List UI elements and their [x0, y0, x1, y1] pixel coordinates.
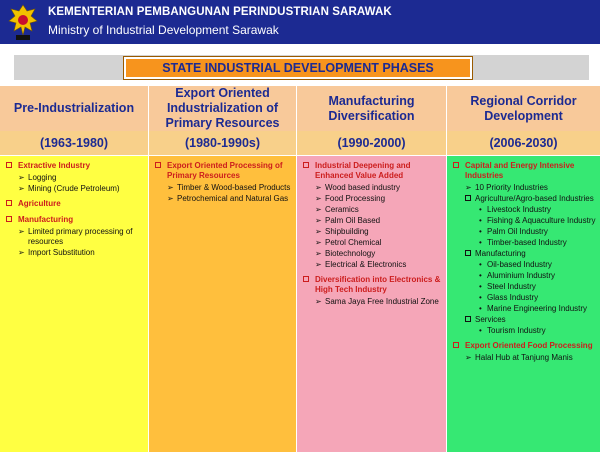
arrow-bullet-icon: ➢ — [465, 183, 472, 192]
square-bullet-icon — [6, 216, 12, 222]
list-item: Manufacturing — [6, 215, 144, 225]
phase-heading: Manufacturing Diversification — [297, 86, 446, 131]
phase-heading: Pre-Industrialization — [0, 86, 148, 131]
phase-body — [149, 156, 296, 452]
dot-bullet-icon: • — [479, 293, 482, 302]
arrow-bullet-icon: ➢ — [167, 183, 174, 192]
arrow-bullet-icon: ➢ — [315, 238, 322, 247]
square-bullet-icon — [6, 162, 12, 168]
group-item: Services — [453, 315, 596, 325]
phase-period: (2006-2030) — [447, 131, 600, 156]
dot-bullet-icon: • — [479, 260, 482, 269]
group-item: Agriculture/Agro-based Industries — [453, 194, 596, 204]
dot-bullet-icon: • — [479, 271, 482, 280]
arrow-bullet-icon: ➢ — [18, 248, 25, 257]
dot-bullet-icon: • — [479, 326, 482, 335]
arrow-bullet-icon: ➢ — [315, 297, 322, 306]
phase-heading: Export Oriented Industrialization of Primary Resources — [149, 86, 296, 131]
sub-item: ➢ Ceramics — [315, 205, 359, 214]
detail-item: • Marine Engineering Industry — [479, 304, 588, 313]
phase-body — [0, 156, 148, 452]
phase-body — [447, 156, 600, 452]
arrow-bullet-icon: ➢ — [18, 184, 25, 193]
phase-period: (1980-1990s) — [149, 131, 296, 156]
arrow-bullet-icon: ➢ — [465, 353, 472, 362]
detail-item: • Steel Industry — [479, 282, 536, 291]
dot-bullet-icon: • — [479, 282, 482, 291]
sub-item: ➢ Halal Hub at Tanjung Manis — [465, 353, 573, 362]
dot-bullet-icon: • — [479, 227, 482, 236]
square-bullet-icon — [155, 162, 161, 168]
square-bullet-icon — [6, 200, 12, 206]
list-item: Export Oriented Processing of Primary Resources — [155, 161, 292, 181]
phase-period: (1963-1980) — [0, 131, 148, 156]
detail-item: • Livestock Industry — [479, 205, 552, 214]
detail-item: • Oil-based Industry — [479, 260, 552, 269]
detail-item: • Palm Oil Industry — [479, 227, 548, 236]
detail-item: • Aluminium Industry — [479, 271, 556, 280]
square-bullet-icon — [465, 316, 471, 322]
sub-item: ➢ Wood based industry — [315, 183, 401, 192]
phase-column-regional-corridor — [447, 86, 600, 452]
arrow-bullet-icon: ➢ — [315, 183, 322, 192]
sub-item: ➢ Shipbuilding — [315, 227, 369, 236]
sub-item: ➢ Timber & Wood-based Products — [167, 183, 291, 192]
dot-bullet-icon: • — [479, 304, 482, 313]
sub-item: ➢ Limited primary processing of resources — [18, 227, 133, 246]
ministry-header — [0, 0, 600, 44]
sub-item: ➢ Sama Jaya Free Industrial Zone — [315, 297, 439, 306]
phase-column-manufacturing-diversification — [297, 86, 447, 452]
phase-body — [297, 156, 446, 452]
dot-bullet-icon: • — [479, 216, 482, 225]
arrow-bullet-icon: ➢ — [315, 216, 322, 225]
sub-item: ➢ Food Processing — [315, 194, 386, 203]
arrow-bullet-icon: ➢ — [18, 227, 25, 236]
arrow-bullet-icon: ➢ — [167, 194, 174, 203]
dot-bullet-icon: • — [479, 205, 482, 214]
group-item: Manufacturing — [453, 249, 596, 259]
phase-period: (1990-2000) — [297, 131, 446, 156]
list-item: Capital and Energy Intensive Industries — [453, 161, 596, 181]
arrow-bullet-icon: ➢ — [18, 173, 25, 182]
arrow-bullet-icon: ➢ — [315, 205, 322, 214]
sub-item: ➢ 10 Priority Industries — [465, 183, 548, 192]
sub-item: ➢ Mining (Crude Petroleum) — [18, 184, 120, 193]
square-bullet-icon — [453, 342, 459, 348]
list-item: Export Oriented Food Processing — [453, 341, 596, 351]
ministry-name-malay: KEMENTERIAN PEMBANGUNAN PERINDUSTRIAN SARAWAK — [48, 6, 392, 18]
arrow-bullet-icon: ➢ — [315, 260, 322, 269]
arrow-bullet-icon: ➢ — [315, 249, 322, 258]
sub-item: ➢ Electrical & Electronics — [315, 260, 407, 269]
detail-item: • Fishing & Aquaculture Industry — [479, 216, 596, 225]
sub-item: ➢ Petrochemical and Natural Gas — [167, 194, 289, 203]
detail-item: • Tourism Industry — [479, 326, 546, 335]
square-bullet-icon — [303, 276, 309, 282]
sub-item: ➢ Biotechnology — [315, 249, 376, 258]
sub-item: ➢ Petrol Chemical — [315, 238, 382, 247]
arrow-bullet-icon: ➢ — [315, 227, 322, 236]
phase-heading: Regional Corridor Development — [447, 86, 600, 131]
arrow-bullet-icon: ➢ — [315, 194, 322, 203]
detail-item: • Timber-based Industry — [479, 238, 567, 247]
list-item: Extractive Industry — [6, 161, 144, 171]
ministry-name-english: Ministry of Industrial Development Sarawak — [48, 23, 279, 37]
sub-item: ➢ Palm Oil Based — [315, 216, 381, 225]
square-bullet-icon — [303, 162, 309, 168]
sarawak-crest-logo — [6, 2, 40, 42]
list-item: Diversification into Electronics & High Tech Industry — [303, 275, 442, 295]
phase-column-export-oriented — [149, 86, 297, 452]
square-bullet-icon — [465, 195, 471, 201]
list-item: Industrial Deepening and Enhanced Value Added — [303, 161, 442, 181]
square-bullet-icon — [465, 250, 471, 256]
dot-bullet-icon: • — [479, 238, 482, 247]
sub-item: ➢ Import Substitution — [18, 248, 95, 257]
detail-item: • Glass Industry — [479, 293, 539, 302]
phase-column-pre-industrialization — [0, 86, 149, 452]
square-bullet-icon — [453, 162, 459, 168]
page-title: STATE INDUSTRIAL DEVELOPMENT PHASES — [124, 57, 472, 79]
list-item: Agriculture — [6, 199, 144, 209]
sub-item: ➢ Logging — [18, 173, 57, 182]
